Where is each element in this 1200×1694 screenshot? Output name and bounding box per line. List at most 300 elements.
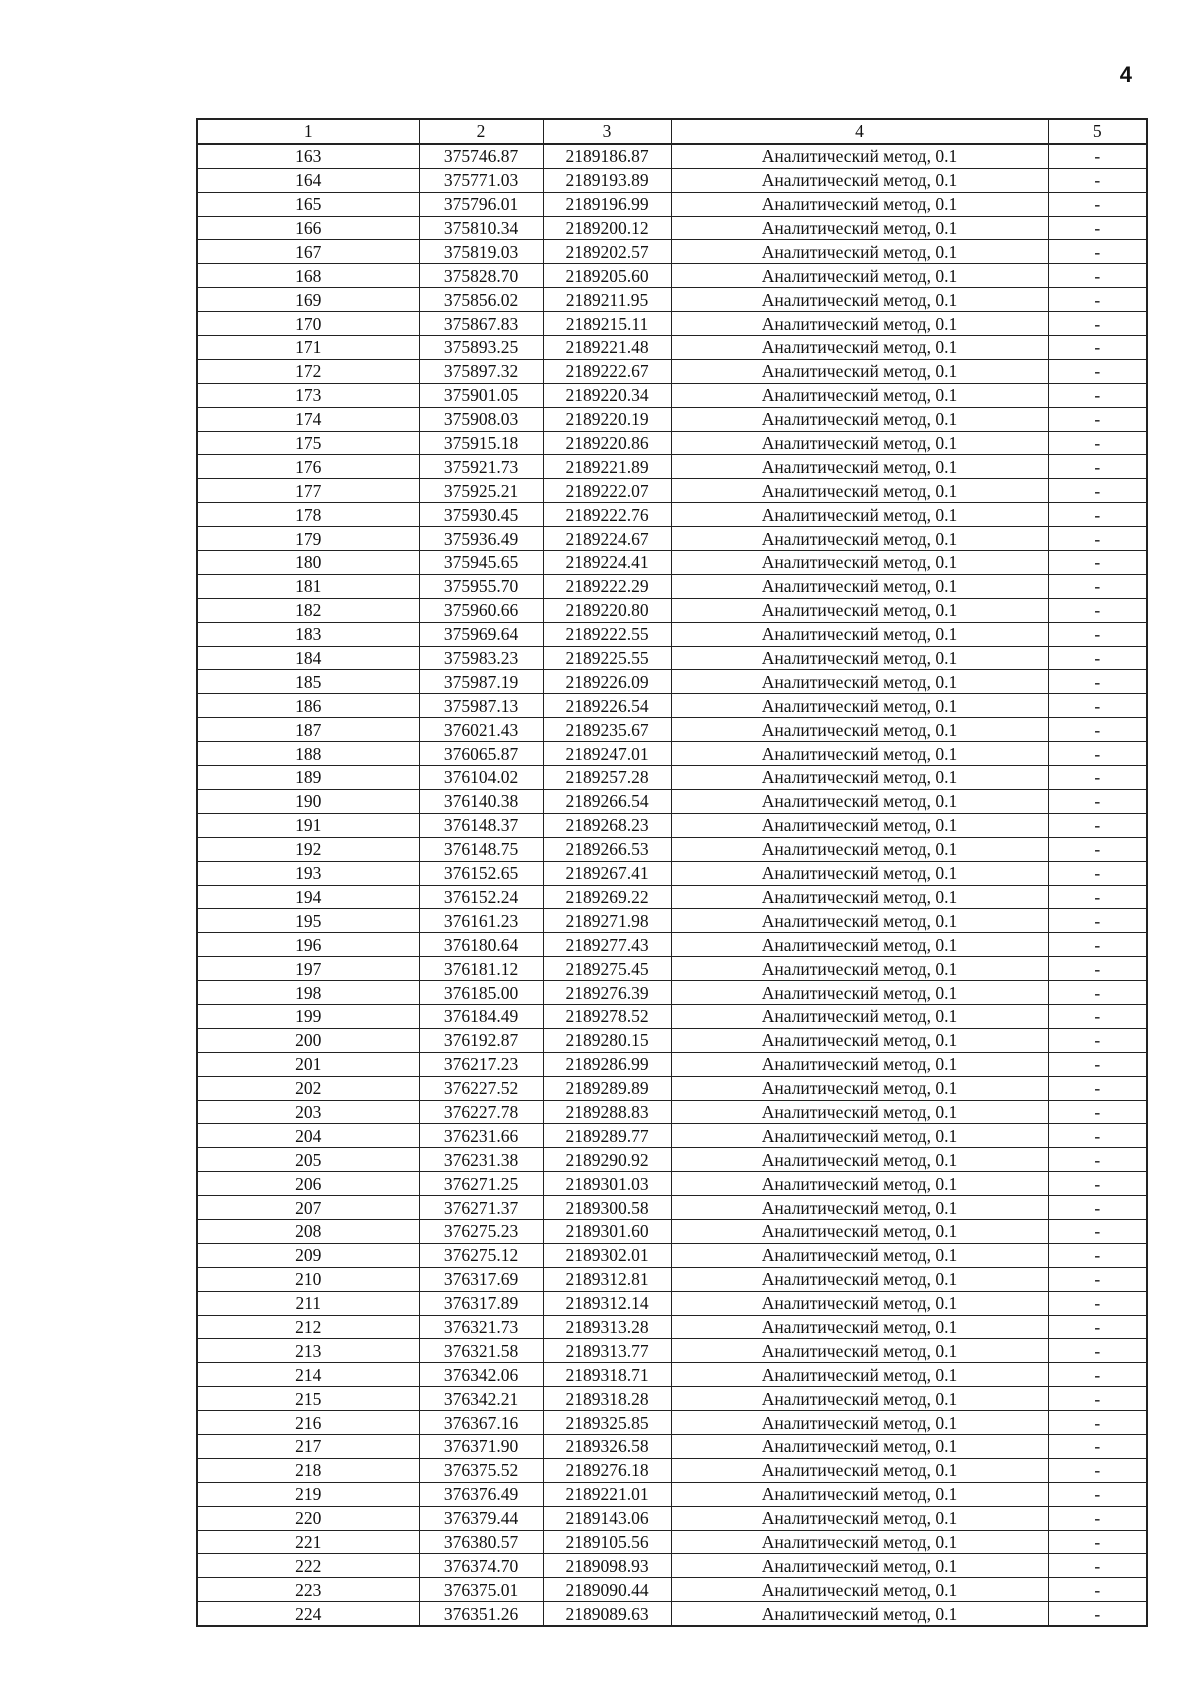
method-cell: Аналитический метод, 0.1 — [671, 909, 1048, 933]
y-coordinate-cell: 2189277.43 — [543, 933, 671, 957]
header-col-4: 4 — [671, 119, 1048, 144]
table-row — [197, 1267, 1147, 1291]
x-coordinate-cell: 376104.02 — [419, 766, 543, 790]
point-number-cell: 171 — [197, 336, 419, 360]
point-number-cell: 174 — [197, 407, 419, 431]
point-number-cell: 224 — [197, 1602, 419, 1626]
point-number-cell: 178 — [197, 503, 419, 527]
x-coordinate-cell: 376351.26 — [419, 1602, 543, 1626]
note-cell: - — [1048, 718, 1147, 742]
point-number-cell: 212 — [197, 1315, 419, 1339]
note-cell: - — [1048, 981, 1147, 1005]
x-coordinate-cell: 375856.02 — [419, 288, 543, 312]
table-row — [197, 551, 1147, 575]
note-cell: - — [1048, 551, 1147, 575]
note-cell: - — [1048, 766, 1147, 790]
point-number-cell: 182 — [197, 598, 419, 622]
y-coordinate-cell: 2189271.98 — [543, 909, 671, 933]
table-row — [197, 909, 1147, 933]
point-number-cell: 184 — [197, 646, 419, 670]
x-coordinate-cell: 375901.05 — [419, 383, 543, 407]
y-coordinate-cell: 2189318.71 — [543, 1363, 671, 1387]
point-number-cell: 200 — [197, 1028, 419, 1052]
table-row — [197, 981, 1147, 1005]
y-coordinate-cell: 2189202.57 — [543, 240, 671, 264]
point-number-cell: 221 — [197, 1530, 419, 1554]
x-coordinate-cell: 376275.12 — [419, 1243, 543, 1267]
x-coordinate-cell: 376371.90 — [419, 1434, 543, 1458]
y-coordinate-cell: 2189313.28 — [543, 1315, 671, 1339]
method-cell: Аналитический метод, 0.1 — [671, 1076, 1048, 1100]
note-cell: - — [1048, 527, 1147, 551]
table-row — [197, 718, 1147, 742]
y-coordinate-cell: 2189275.45 — [543, 957, 671, 981]
table-row — [197, 240, 1147, 264]
point-number-cell: 165 — [197, 192, 419, 216]
method-cell: Аналитический метод, 0.1 — [671, 240, 1048, 264]
page-number: 4 — [1119, 62, 1132, 87]
table-header — [197, 119, 1147, 144]
table-row — [197, 933, 1147, 957]
method-cell: Аналитический метод, 0.1 — [671, 598, 1048, 622]
table-row — [197, 670, 1147, 694]
point-number-cell: 214 — [197, 1363, 419, 1387]
method-cell: Аналитический метод, 0.1 — [671, 479, 1048, 503]
y-coordinate-cell: 2189257.28 — [543, 766, 671, 790]
y-coordinate-cell: 2189276.18 — [543, 1458, 671, 1482]
table-row — [197, 1124, 1147, 1148]
table-row — [197, 837, 1147, 861]
note-cell: - — [1048, 1387, 1147, 1411]
note-cell: - — [1048, 1148, 1147, 1172]
y-coordinate-cell: 2189313.77 — [543, 1339, 671, 1363]
x-coordinate-cell: 376342.06 — [419, 1363, 543, 1387]
note-cell: - — [1048, 861, 1147, 885]
table-row — [197, 598, 1147, 622]
point-number-cell: 164 — [197, 168, 419, 192]
note-cell: - — [1048, 240, 1147, 264]
table-row — [197, 1004, 1147, 1028]
x-coordinate-cell: 376317.69 — [419, 1267, 543, 1291]
y-coordinate-cell: 2189325.85 — [543, 1411, 671, 1435]
point-number-cell: 183 — [197, 622, 419, 646]
method-cell: Аналитический метод, 0.1 — [671, 933, 1048, 957]
note-cell: - — [1048, 1339, 1147, 1363]
y-coordinate-cell: 2189222.67 — [543, 359, 671, 383]
point-number-cell: 192 — [197, 837, 419, 861]
method-cell: Аналитический метод, 0.1 — [671, 383, 1048, 407]
note-cell: - — [1048, 192, 1147, 216]
note-cell: - — [1048, 933, 1147, 957]
note-cell: - — [1048, 1076, 1147, 1100]
note-cell: - — [1048, 1411, 1147, 1435]
note-cell: - — [1048, 479, 1147, 503]
method-cell: Аналитический метод, 0.1 — [671, 1602, 1048, 1626]
x-coordinate-cell: 376180.64 — [419, 933, 543, 957]
table-row — [197, 1052, 1147, 1076]
note-cell: - — [1048, 144, 1147, 168]
y-coordinate-cell: 2189205.60 — [543, 264, 671, 288]
x-coordinate-cell: 376271.25 — [419, 1172, 543, 1196]
point-number-cell: 188 — [197, 742, 419, 766]
table-row — [197, 1196, 1147, 1220]
note-cell: - — [1048, 288, 1147, 312]
table-row — [197, 1530, 1147, 1554]
method-cell: Аналитический метод, 0.1 — [671, 1052, 1048, 1076]
table-row — [197, 1291, 1147, 1315]
method-cell: Аналитический метод, 0.1 — [671, 1434, 1048, 1458]
point-number-cell: 185 — [197, 670, 419, 694]
table-row — [197, 1028, 1147, 1052]
point-number-cell: 201 — [197, 1052, 419, 1076]
method-cell: Аналитический метод, 0.1 — [671, 861, 1048, 885]
x-coordinate-cell: 375936.49 — [419, 527, 543, 551]
method-cell: Аналитический метод, 0.1 — [671, 718, 1048, 742]
point-number-cell: 169 — [197, 288, 419, 312]
note-cell: - — [1048, 1100, 1147, 1124]
y-coordinate-cell: 2189143.06 — [543, 1506, 671, 1530]
y-coordinate-cell: 2189090.44 — [543, 1578, 671, 1602]
table-row — [197, 1602, 1147, 1626]
y-coordinate-cell: 2189267.41 — [543, 861, 671, 885]
note-cell: - — [1048, 431, 1147, 455]
point-number-cell: 195 — [197, 909, 419, 933]
header-col-5: 5 — [1048, 119, 1147, 144]
y-coordinate-cell: 2189286.99 — [543, 1052, 671, 1076]
point-number-cell: 170 — [197, 312, 419, 336]
method-cell: Аналитический метод, 0.1 — [671, 837, 1048, 861]
y-coordinate-cell: 2189312.14 — [543, 1291, 671, 1315]
note-cell: - — [1048, 646, 1147, 670]
table-row — [197, 694, 1147, 718]
y-coordinate-cell: 2189222.29 — [543, 574, 671, 598]
y-coordinate-cell: 2189290.92 — [543, 1148, 671, 1172]
y-coordinate-cell: 2189276.39 — [543, 981, 671, 1005]
note-cell: - — [1048, 694, 1147, 718]
method-cell: Аналитический метод, 0.1 — [671, 1411, 1048, 1435]
y-coordinate-cell: 2189220.80 — [543, 598, 671, 622]
point-number-cell: 186 — [197, 694, 419, 718]
method-cell: Аналитический метод, 0.1 — [671, 1482, 1048, 1506]
table-row — [197, 312, 1147, 336]
note-cell: - — [1048, 1243, 1147, 1267]
note-cell: - — [1048, 407, 1147, 431]
point-number-cell: 215 — [197, 1387, 419, 1411]
point-number-cell: 202 — [197, 1076, 419, 1100]
point-number-cell: 179 — [197, 527, 419, 551]
table-row — [197, 455, 1147, 479]
method-cell: Аналитический метод, 0.1 — [671, 503, 1048, 527]
note-cell: - — [1048, 336, 1147, 360]
table-row — [197, 1363, 1147, 1387]
x-coordinate-cell: 376275.23 — [419, 1219, 543, 1243]
point-number-cell: 209 — [197, 1243, 419, 1267]
x-coordinate-cell: 376321.58 — [419, 1339, 543, 1363]
x-coordinate-cell: 375908.03 — [419, 407, 543, 431]
point-number-cell: 203 — [197, 1100, 419, 1124]
y-coordinate-cell: 2189225.55 — [543, 646, 671, 670]
note-cell: - — [1048, 1506, 1147, 1530]
x-coordinate-cell: 375955.70 — [419, 574, 543, 598]
note-cell: - — [1048, 1578, 1147, 1602]
note-cell: - — [1048, 168, 1147, 192]
table-row — [197, 1339, 1147, 1363]
y-coordinate-cell: 2189247.01 — [543, 742, 671, 766]
x-coordinate-cell: 375969.64 — [419, 622, 543, 646]
x-coordinate-cell: 376181.12 — [419, 957, 543, 981]
y-coordinate-cell: 2189089.63 — [543, 1602, 671, 1626]
point-number-cell: 181 — [197, 574, 419, 598]
method-cell: Аналитический метод, 0.1 — [671, 455, 1048, 479]
header-col-2: 2 — [419, 119, 543, 144]
y-coordinate-cell: 2189220.19 — [543, 407, 671, 431]
method-cell: Аналитический метод, 0.1 — [671, 144, 1048, 168]
x-coordinate-cell: 376217.23 — [419, 1052, 543, 1076]
note-cell: - — [1048, 574, 1147, 598]
table-row — [197, 1076, 1147, 1100]
note-cell: - — [1048, 359, 1147, 383]
table-row — [197, 1243, 1147, 1267]
x-coordinate-cell: 375983.23 — [419, 646, 543, 670]
note-cell: - — [1048, 1458, 1147, 1482]
method-cell: Аналитический метод, 0.1 — [671, 1291, 1048, 1315]
point-number-cell: 211 — [197, 1291, 419, 1315]
table-row — [197, 216, 1147, 240]
note-cell: - — [1048, 622, 1147, 646]
method-cell: Аналитический метод, 0.1 — [671, 1315, 1048, 1339]
note-cell: - — [1048, 264, 1147, 288]
point-number-cell: 222 — [197, 1554, 419, 1578]
y-coordinate-cell: 2189278.52 — [543, 1004, 671, 1028]
y-coordinate-cell: 2189222.07 — [543, 479, 671, 503]
y-coordinate-cell: 2189105.56 — [543, 1530, 671, 1554]
method-cell: Аналитический метод, 0.1 — [671, 694, 1048, 718]
x-coordinate-cell: 376148.37 — [419, 813, 543, 837]
point-number-cell: 217 — [197, 1434, 419, 1458]
point-number-cell: 206 — [197, 1172, 419, 1196]
x-coordinate-cell: 376375.52 — [419, 1458, 543, 1482]
method-cell: Аналитический метод, 0.1 — [671, 957, 1048, 981]
y-coordinate-cell: 2189193.89 — [543, 168, 671, 192]
x-coordinate-cell: 376231.66 — [419, 1124, 543, 1148]
point-number-cell: 175 — [197, 431, 419, 455]
x-coordinate-cell: 375945.65 — [419, 551, 543, 575]
method-cell: Аналитический метод, 0.1 — [671, 336, 1048, 360]
note-cell: - — [1048, 670, 1147, 694]
x-coordinate-cell: 376342.21 — [419, 1387, 543, 1411]
point-number-cell: 216 — [197, 1411, 419, 1435]
method-cell: Аналитический метод, 0.1 — [671, 1172, 1048, 1196]
y-coordinate-cell: 2189326.58 — [543, 1434, 671, 1458]
x-coordinate-cell: 376271.37 — [419, 1196, 543, 1220]
point-number-cell: 198 — [197, 981, 419, 1005]
method-cell: Аналитический метод, 0.1 — [671, 1124, 1048, 1148]
x-coordinate-cell: 375893.25 — [419, 336, 543, 360]
y-coordinate-cell: 2189235.67 — [543, 718, 671, 742]
point-number-cell: 204 — [197, 1124, 419, 1148]
method-cell: Аналитический метод, 0.1 — [671, 981, 1048, 1005]
point-number-cell: 163 — [197, 144, 419, 168]
point-number-cell: 172 — [197, 359, 419, 383]
table-row — [197, 574, 1147, 598]
x-coordinate-cell: 376152.65 — [419, 861, 543, 885]
x-coordinate-cell: 376380.57 — [419, 1530, 543, 1554]
point-number-cell: 205 — [197, 1148, 419, 1172]
method-cell: Аналитический метод, 0.1 — [671, 813, 1048, 837]
x-coordinate-cell: 375796.01 — [419, 192, 543, 216]
x-coordinate-cell: 376317.89 — [419, 1291, 543, 1315]
point-number-cell: 207 — [197, 1196, 419, 1220]
y-coordinate-cell: 2189221.48 — [543, 336, 671, 360]
table-row — [197, 336, 1147, 360]
method-cell: Аналитический метод, 0.1 — [671, 1267, 1048, 1291]
method-cell: Аналитический метод, 0.1 — [671, 1339, 1048, 1363]
point-number-cell: 208 — [197, 1219, 419, 1243]
header-row — [197, 119, 1147, 144]
method-cell: Аналитический метод, 0.1 — [671, 1028, 1048, 1052]
note-cell: - — [1048, 1219, 1147, 1243]
method-cell: Аналитический метод, 0.1 — [671, 407, 1048, 431]
note-cell: - — [1048, 837, 1147, 861]
point-number-cell: 176 — [197, 455, 419, 479]
point-number-cell: 199 — [197, 1004, 419, 1028]
method-cell: Аналитический метод, 0.1 — [671, 1554, 1048, 1578]
table-row — [197, 431, 1147, 455]
method-cell: Аналитический метод, 0.1 — [671, 1004, 1048, 1028]
x-coordinate-cell: 376227.78 — [419, 1100, 543, 1124]
table-row — [197, 288, 1147, 312]
y-coordinate-cell: 2189280.15 — [543, 1028, 671, 1052]
y-coordinate-cell: 2189222.76 — [543, 503, 671, 527]
note-cell: - — [1048, 598, 1147, 622]
table-row — [197, 192, 1147, 216]
method-cell: Аналитический метод, 0.1 — [671, 789, 1048, 813]
y-coordinate-cell: 2189302.01 — [543, 1243, 671, 1267]
note-cell: - — [1048, 1363, 1147, 1387]
table-row — [197, 527, 1147, 551]
note-cell: - — [1048, 383, 1147, 407]
y-coordinate-cell: 2189289.77 — [543, 1124, 671, 1148]
table-row — [197, 789, 1147, 813]
point-number-cell: 223 — [197, 1578, 419, 1602]
method-cell: Аналитический метод, 0.1 — [671, 766, 1048, 790]
y-coordinate-cell: 2189266.53 — [543, 837, 671, 861]
method-cell: Аналитический метод, 0.1 — [671, 551, 1048, 575]
table-row — [197, 957, 1147, 981]
point-number-cell: 167 — [197, 240, 419, 264]
note-cell: - — [1048, 1028, 1147, 1052]
method-cell: Аналитический метод, 0.1 — [671, 1243, 1048, 1267]
method-cell: Аналитический метод, 0.1 — [671, 359, 1048, 383]
table-row — [197, 1434, 1147, 1458]
point-number-cell: 210 — [197, 1267, 419, 1291]
point-number-cell: 166 — [197, 216, 419, 240]
y-coordinate-cell: 2189269.22 — [543, 885, 671, 909]
point-number-cell: 177 — [197, 479, 419, 503]
method-cell: Аналитический метод, 0.1 — [671, 622, 1048, 646]
note-cell: - — [1048, 957, 1147, 981]
y-coordinate-cell: 2189221.89 — [543, 455, 671, 479]
table-row — [197, 407, 1147, 431]
table-row — [197, 359, 1147, 383]
x-coordinate-cell: 375810.34 — [419, 216, 543, 240]
table-row — [197, 1482, 1147, 1506]
method-cell: Аналитический метод, 0.1 — [671, 1148, 1048, 1172]
method-cell: Аналитический метод, 0.1 — [671, 574, 1048, 598]
point-number-cell: 219 — [197, 1482, 419, 1506]
point-number-cell: 196 — [197, 933, 419, 957]
y-coordinate-cell: 2189318.28 — [543, 1387, 671, 1411]
point-number-cell: 187 — [197, 718, 419, 742]
method-cell: Аналитический метод, 0.1 — [671, 1196, 1048, 1220]
note-cell: - — [1048, 1530, 1147, 1554]
note-cell: - — [1048, 1602, 1147, 1626]
table-row — [197, 479, 1147, 503]
table-body — [197, 144, 1147, 1626]
method-cell: Аналитический метод, 0.1 — [671, 646, 1048, 670]
table-row — [197, 1172, 1147, 1196]
method-cell: Аналитический метод, 0.1 — [671, 312, 1048, 336]
method-cell: Аналитический метод, 0.1 — [671, 1578, 1048, 1602]
table-row — [197, 264, 1147, 288]
method-cell: Аналитический метод, 0.1 — [671, 742, 1048, 766]
x-coordinate-cell: 376065.87 — [419, 742, 543, 766]
method-cell: Аналитический метод, 0.1 — [671, 264, 1048, 288]
x-coordinate-cell: 376148.75 — [419, 837, 543, 861]
coordinates-table — [196, 118, 1148, 1627]
table-row — [197, 144, 1147, 168]
x-coordinate-cell: 375925.21 — [419, 479, 543, 503]
method-cell: Аналитический метод, 0.1 — [671, 527, 1048, 551]
y-coordinate-cell: 2189266.54 — [543, 789, 671, 813]
x-coordinate-cell: 375960.66 — [419, 598, 543, 622]
y-coordinate-cell: 2189196.99 — [543, 192, 671, 216]
note-cell: - — [1048, 216, 1147, 240]
point-number-cell: 220 — [197, 1506, 419, 1530]
x-coordinate-cell: 376185.00 — [419, 981, 543, 1005]
y-coordinate-cell: 2189215.11 — [543, 312, 671, 336]
note-cell: - — [1048, 1196, 1147, 1220]
table-row — [197, 1315, 1147, 1339]
x-coordinate-cell: 376161.23 — [419, 909, 543, 933]
table-row — [197, 861, 1147, 885]
method-cell: Аналитический метод, 0.1 — [671, 670, 1048, 694]
note-cell: - — [1048, 813, 1147, 837]
y-coordinate-cell: 2189220.34 — [543, 383, 671, 407]
table-row — [197, 168, 1147, 192]
note-cell: - — [1048, 503, 1147, 527]
y-coordinate-cell: 2189211.95 — [543, 288, 671, 312]
x-coordinate-cell: 376192.87 — [419, 1028, 543, 1052]
y-coordinate-cell: 2189220.86 — [543, 431, 671, 455]
table-row — [197, 383, 1147, 407]
y-coordinate-cell: 2189226.09 — [543, 670, 671, 694]
note-cell: - — [1048, 1315, 1147, 1339]
table-row — [197, 742, 1147, 766]
x-coordinate-cell: 375930.45 — [419, 503, 543, 527]
point-number-cell: 194 — [197, 885, 419, 909]
y-coordinate-cell: 2189224.41 — [543, 551, 671, 575]
x-coordinate-cell: 376321.73 — [419, 1315, 543, 1339]
method-cell: Аналитический метод, 0.1 — [671, 288, 1048, 312]
x-coordinate-cell: 375987.13 — [419, 694, 543, 718]
y-coordinate-cell: 2189221.01 — [543, 1482, 671, 1506]
table-row — [197, 813, 1147, 837]
x-coordinate-cell: 376367.16 — [419, 1411, 543, 1435]
x-coordinate-cell: 376379.44 — [419, 1506, 543, 1530]
y-coordinate-cell: 2189301.60 — [543, 1219, 671, 1243]
point-number-cell: 218 — [197, 1458, 419, 1482]
